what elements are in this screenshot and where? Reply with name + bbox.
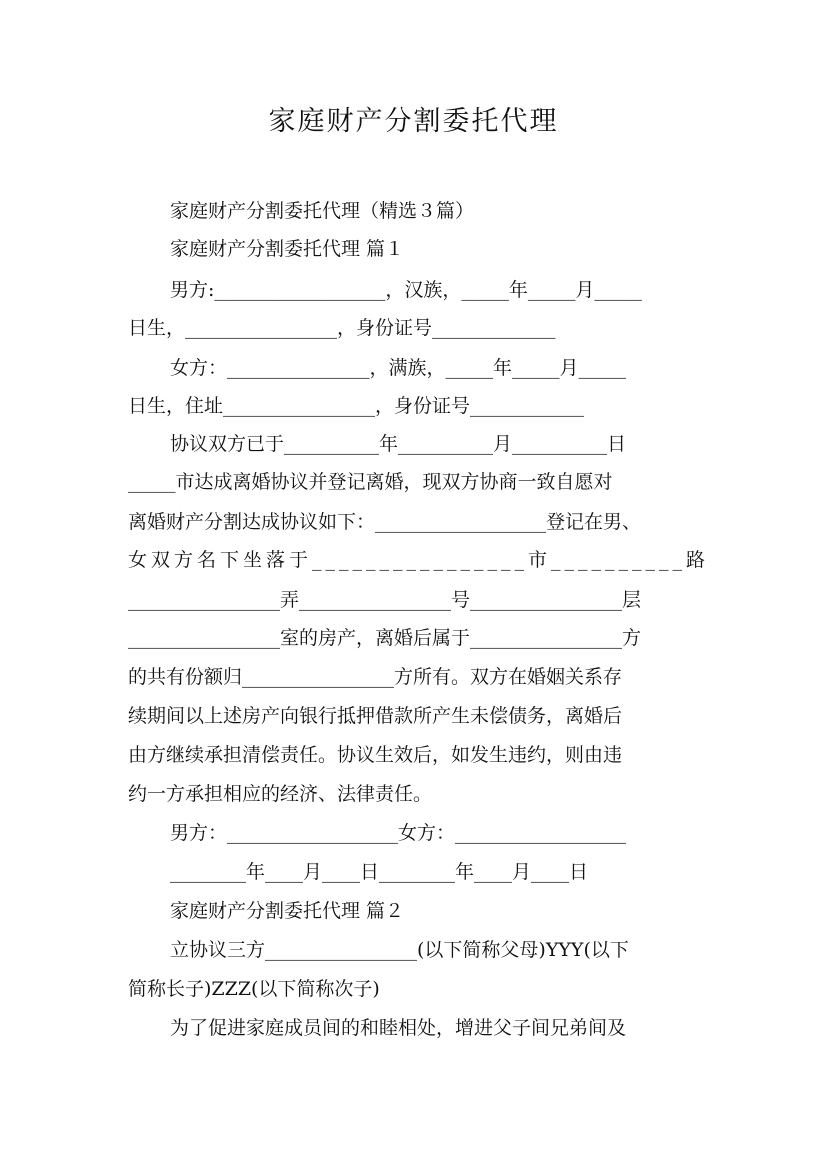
paragraph-line: 男方:__________________，汉族，_____年_____月_____ — [170, 279, 642, 301]
paragraph-line: 立协议三方________________(以下简称父母)YYY(以下 — [170, 939, 629, 961]
date-line: ________年____月____日________年____月____日 — [170, 861, 589, 883]
paragraph-line: 日生，________________，身份证号_____________ — [128, 317, 556, 339]
paragraph-line: 日生，住址________________，身份证号____________ — [128, 395, 585, 417]
section-heading-2: 家庭财产分割委托代理 篇２ — [170, 900, 405, 922]
paragraph-line: _____市达成离婚协议并登记离婚，现双方协商一致自愿对 — [128, 471, 613, 493]
paragraph-line: ________________弄________________号________________层 — [128, 589, 642, 611]
paragraph-line: 的共有份额归________________方所有。双方在婚姻关系存 — [128, 666, 623, 688]
paragraph-line: 由方继续承担清偿责任。协议生效后，如发生违约，则由违 — [128, 744, 623, 766]
paragraph-line: 约一方承担相应的经济、法律责任。 — [128, 783, 433, 805]
intro-line: 家庭财产分割委托代理（精选３篇） — [170, 200, 475, 222]
paragraph-line: 女双方名下坐落于________________市__________路 — [128, 549, 710, 571]
paragraph-line: 女方：_______________，满族，_____年_____月_____ — [170, 357, 627, 379]
paragraph-line: 离婚财产分割达成协议如下：__________________登记在男、 — [128, 511, 642, 533]
paragraph-line: ________________室的房产，离婚后属于________________方 — [128, 627, 642, 649]
paragraph-line: 续期间以上述房产向银行抵押借款所产生未偿债务，离婚后 — [128, 705, 623, 727]
section-heading-1: 家庭财产分割委托代理 篇１ — [170, 238, 405, 260]
document-title: 家庭财产分割委托代理 — [268, 106, 559, 137]
paragraph-line: 为了促进家庭成员间的和睦相处，增进父子间兄弟间及 — [170, 1017, 627, 1039]
paragraph-line: 协议双方已于__________年__________月__________日 — [170, 433, 627, 455]
signature-line: 男方：__________________女方：__________________ — [170, 822, 627, 844]
paragraph-line: 简称长子)ZZZ(以下简称次子) — [128, 978, 380, 1000]
